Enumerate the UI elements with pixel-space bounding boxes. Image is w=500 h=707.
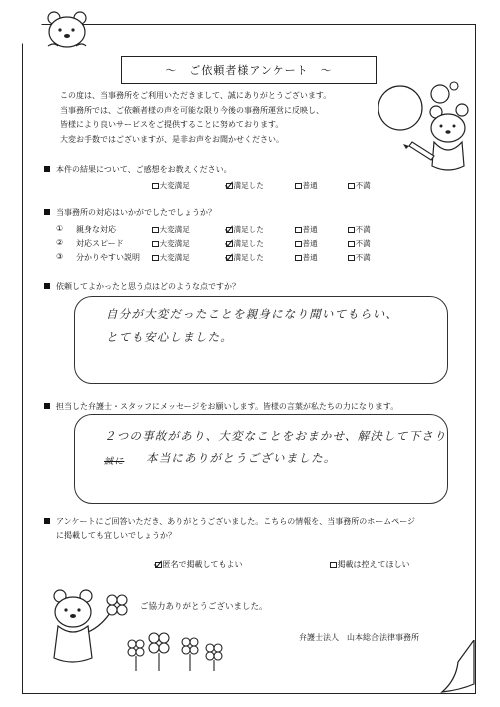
question-message xyxy=(44,401,398,412)
checkbox-checked[interactable] xyxy=(226,227,233,234)
q2-row-label: 分かりやすい説明 xyxy=(76,253,140,262)
checkbox[interactable] xyxy=(348,241,355,248)
checkbox[interactable] xyxy=(152,255,159,262)
intro-line: 当事務所では、ご依頼者様の声を可能な限り今後の事務所運営に反映し、 xyxy=(60,105,324,115)
question-text: アンケートにご回答いただき、ありがとうございました。こちらの情報を、当事務所のホームページ xyxy=(56,517,416,526)
q2-row2-dissatisfied[interactable]: 不満 xyxy=(348,238,371,249)
q2-row3-normal[interactable]: 普通 xyxy=(295,252,318,263)
checkbox[interactable] xyxy=(152,227,159,234)
handwritten-answer-line: ２つの事故があり、大変なことをおまかせ、解決して下さり xyxy=(104,429,447,443)
intro-line: 皆様により良いサービスをご提供することに努めております。 xyxy=(60,120,284,130)
bullet-square-icon xyxy=(44,283,50,289)
question-text: 本件の結果について、ご感想をお教えください。 xyxy=(56,165,232,174)
checkbox-checked[interactable] xyxy=(226,241,233,248)
checkbox[interactable] xyxy=(348,227,355,234)
intro-text xyxy=(60,89,331,147)
question-text: 担当した弁護士・スタッフにメッセージをお願いします。皆様の言葉が私たちの力になります。 xyxy=(56,402,399,411)
q1-option-dissatisfied[interactable]: 不満 xyxy=(348,180,371,191)
intro-line: この度は、当事務所をご利用いただきまして、誠にありがとうございます。 xyxy=(60,91,332,100)
checkbox[interactable] xyxy=(330,562,337,569)
checkbox[interactable] xyxy=(348,255,355,262)
question-service xyxy=(44,207,216,218)
q2-row-label: 親身な対応 xyxy=(76,225,116,234)
handwritten-answer-line: 自分が大変だったことを親身になり聞いてもらい、 xyxy=(106,307,399,321)
q2-row2-satisfied[interactable]: 満足した xyxy=(226,238,264,249)
bullet-square-icon xyxy=(44,209,50,215)
page-corner-top-left xyxy=(22,24,42,44)
bullet-square-icon xyxy=(44,403,50,409)
q2-row-num: ② xyxy=(56,238,64,247)
bullet-square-icon xyxy=(44,518,50,524)
q2-row3-very-satisfied[interactable]: 大変満足 xyxy=(152,252,190,263)
q2-row1-satisfied[interactable]: 満足した xyxy=(226,224,264,235)
checkbox-checked[interactable] xyxy=(226,183,233,190)
publish-option-anonymous[interactable]: 匿名で掲載してもよい xyxy=(155,559,243,570)
checkbox[interactable] xyxy=(348,183,355,190)
checkbox-checked[interactable] xyxy=(155,562,162,569)
handwritten-answer-line: とても安心しました。 xyxy=(106,330,233,344)
q2-row1-very-satisfied[interactable]: 大変満足 xyxy=(152,224,190,235)
q1-option-satisfied[interactable]: 満足した xyxy=(226,180,264,191)
q2-row-num: ③ xyxy=(56,252,64,261)
q1-option-very-satisfied[interactable]: 大変満足 xyxy=(152,180,190,191)
question-publish xyxy=(44,516,415,527)
handwritten-answer-line: 本当にありがとうございました。 xyxy=(146,451,337,465)
q2-row1-normal[interactable]: 普通 xyxy=(295,224,318,235)
q2-row3-satisfied[interactable]: 満足した xyxy=(226,252,264,263)
question-result xyxy=(44,164,232,175)
question-text: 当事務所の対応はいかがでしたでしょうか？ xyxy=(56,208,216,217)
page-curl-icon xyxy=(440,640,480,696)
q2-row2-normal[interactable]: 普通 xyxy=(295,238,318,249)
q2-row1-dissatisfied[interactable]: 不満 xyxy=(348,224,371,235)
survey-title: ～ ご依頼者様アンケート ～ xyxy=(121,56,377,84)
checkbox[interactable] xyxy=(152,241,159,248)
q2-row-label: 対応スピード xyxy=(76,239,124,248)
bear-with-pencil-icon xyxy=(378,80,478,180)
question-text: 依頼してよかったと思う点はどのような点ですか？ xyxy=(56,282,240,291)
bear-peeking-icon xyxy=(40,6,96,52)
checkbox-checked[interactable] xyxy=(226,255,233,262)
checkbox[interactable] xyxy=(295,227,302,234)
q1-option-normal[interactable]: 普通 xyxy=(295,180,318,191)
thanks-message: ご協力ありがとうございました。 xyxy=(140,602,268,612)
q2-row-num: ① xyxy=(56,224,64,233)
checkbox[interactable] xyxy=(295,255,302,262)
question-text-continued: に掲載しても宜しいでしょうか？ xyxy=(56,531,176,540)
publish-option-decline[interactable]: 掲載は控えてほしい xyxy=(330,559,410,570)
q2-row3-dissatisfied[interactable]: 不満 xyxy=(348,252,371,263)
checkbox[interactable] xyxy=(295,241,302,248)
struck-out-text: 誠に xyxy=(104,457,125,467)
checkbox[interactable] xyxy=(295,183,302,190)
bullet-square-icon xyxy=(44,166,50,172)
question-good-points xyxy=(44,281,240,292)
intro-line: 大変お手数ではございますが、是非お声をお聞かせください。 xyxy=(60,134,284,144)
checkbox[interactable] xyxy=(152,183,159,190)
q2-row2-very-satisfied[interactable]: 大変満足 xyxy=(152,238,190,249)
firm-signature: 弁護士法人 山本総合法律事務所 xyxy=(299,633,419,642)
